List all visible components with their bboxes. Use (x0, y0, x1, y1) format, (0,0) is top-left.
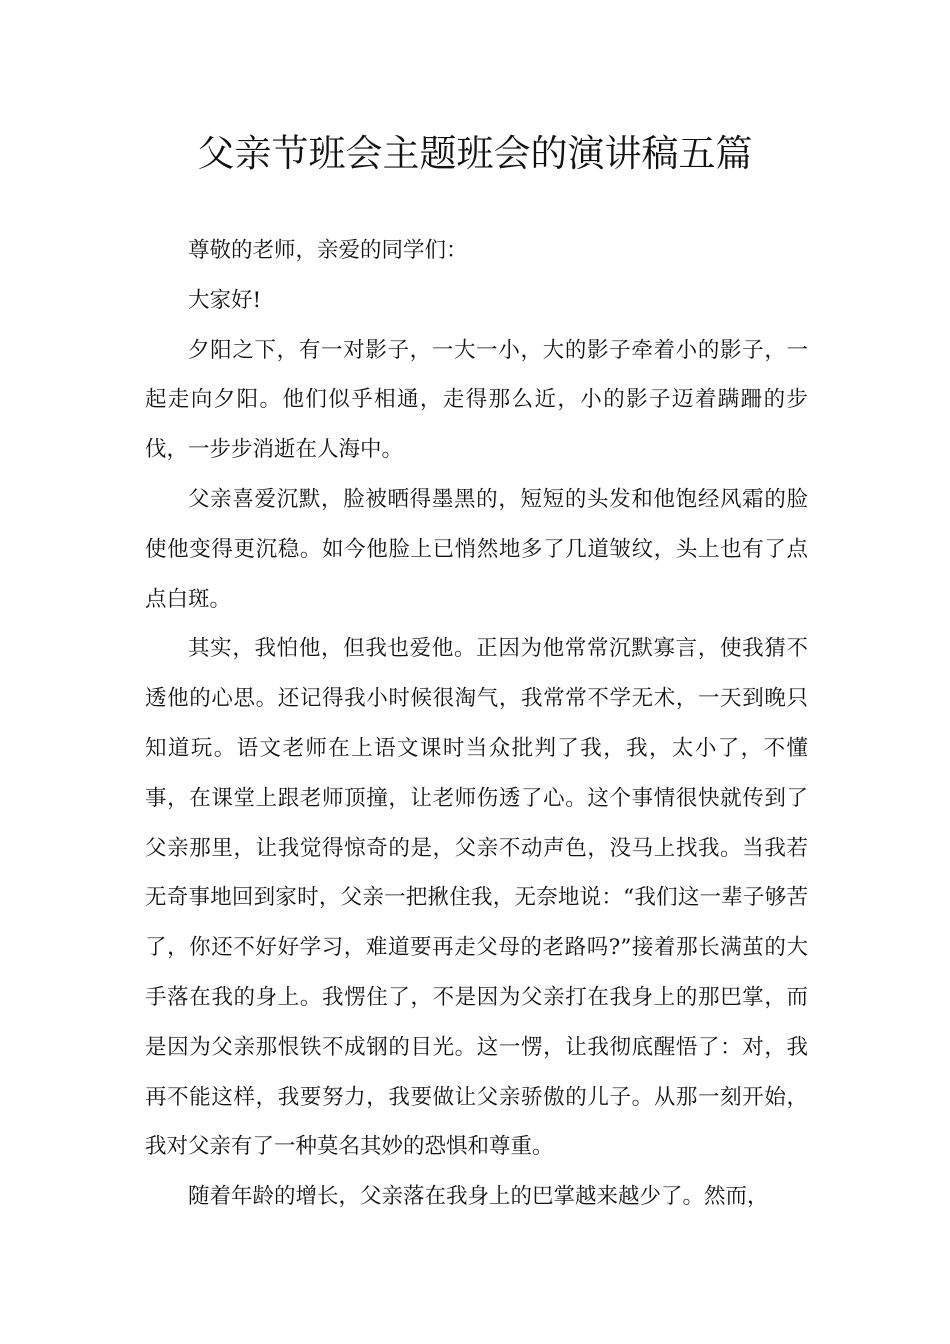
document-title: 父亲节班会主题班会的演讲稿五篇 (197, 132, 753, 175)
document-body (145, 226, 808, 1222)
paragraph-growing-up: 随着年龄的增长，父亲落在我身上的巴掌越来越少了。然而， (188, 1184, 769, 1210)
paragraph-greeting: 大家好! (188, 287, 262, 313)
paragraph-father-description: 父亲喜爱沉默，脸被晒得墨黑的，短短的头发和他饱经风霜的脸使他变得更沉稳。如今他脸上已悄然地多了几道皱纹，头上也有了点点白斑。 (145, 486, 808, 612)
paragraph-sunset: 夕阳之下，有一对影子，一大一小，大的影子牵着小的影子，一起走向夕阳。他们似乎相通，走得那么近，小的影子迈着蹒跚的步伐，一步步消逝在人海中。 (145, 337, 808, 463)
paragraph-salutation: 尊敬的老师，亲爱的同学们： (188, 238, 468, 263)
paragraph-childhood-memory: 其实，我怕他，但我也爱他。正因为他常常沉默寡言，使我猜不透他的心思。还记得我小时候很淘气，我常常不学无术，一天到晚只知道玩。语文老师在上语文课时当众批判了我，我，太小了，不懂事，在课堂上跟老师顶撞，让老师伤透了心。这个事情很快就传到了父亲那里，让我觉得惊奇的是，父亲不动声色，没马上找我。当我若无奇事地回到家时，父亲一把揪住我，无奈地说：“我们这一辈子够苦了，你还不好好学习，难道要再走父母的老路吗?”接着那长满茧的大手落在我的身上。我愣住了，不是因为父亲打在我身上的那巴掌，而是因为父亲那恨铁不成钢的目光。这一愣，让我彻底醒悟了：对，我再不能这样，我要努力，我要做让父亲骄傲的儿子。从那一刻开始，我对父亲有了一种莫名其妙的恐惧和尊重。 (145, 636, 808, 1160)
